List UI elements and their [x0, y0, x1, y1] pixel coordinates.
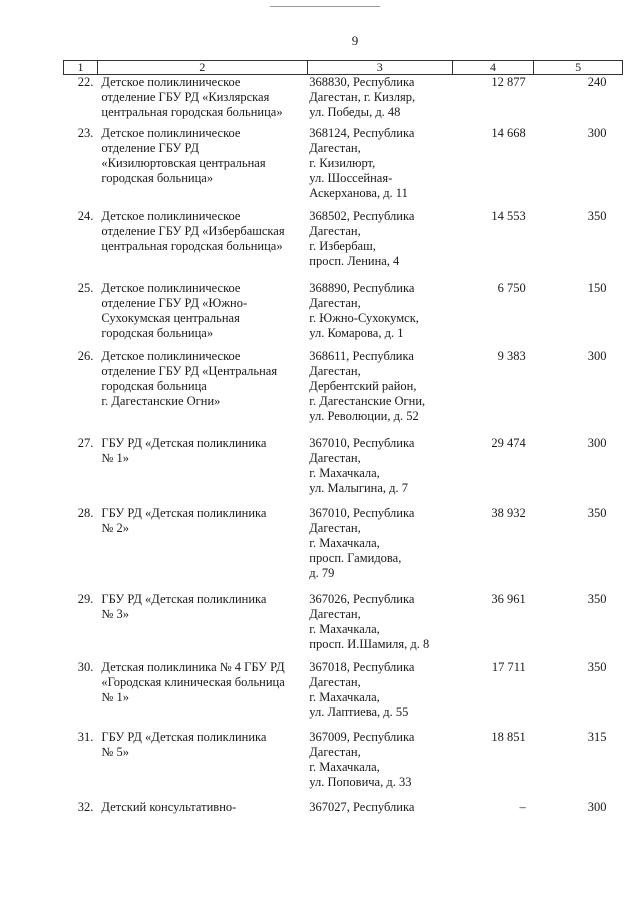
table-row [64, 800, 623, 820]
facility-address-line: Дагестан, [309, 520, 361, 535]
header-row [64, 61, 623, 75]
facility-address-line: Дагестан, [309, 140, 361, 155]
facility-address-line: г. Кизилюрт, [309, 155, 376, 170]
facility-address-line: 367018, Республика [309, 659, 415, 674]
facility-address-line: ул. Малыгина, д. 7 [309, 480, 409, 495]
facility-name-line: ГБУ РД «Детская поликлиника [101, 729, 267, 744]
facility-name-line: ГБУ РД «Детская поликлиника [101, 591, 267, 606]
page-number: 9 [351, 33, 359, 48]
capacity-value: 350 [587, 208, 607, 223]
facility-name-line: ГБУ РД «Детская поликлиника [101, 435, 267, 450]
facility-address-line: г. Махачкала, [309, 465, 380, 480]
facility-address-line: Дагестан, [309, 295, 361, 310]
facility-name-line: № 2» [101, 520, 129, 535]
facility-address [307, 349, 452, 436]
facility-name-line: Сухокумская центральная [101, 310, 240, 325]
table-row [64, 660, 623, 730]
facility-name-line: Детское поликлиническое [101, 348, 241, 363]
facility-address-line: Дагестан, [309, 744, 361, 759]
capacity-value: 350 [587, 591, 607, 606]
facility-name [97, 349, 307, 436]
facility-address-line: г. Махачкала, [309, 759, 380, 774]
population-count: 14 553 [491, 208, 526, 223]
facility-name-line: ГБУ РД «Детская поликлиника [101, 505, 267, 520]
row-number: 28. [77, 505, 94, 520]
population-count: 36 961 [491, 591, 526, 606]
facility-name-line: отделение ГБУ РД [101, 140, 200, 155]
facility-address-line: Дагестан, [309, 450, 361, 465]
facilities-table [63, 60, 623, 820]
population-count: 18 851 [491, 729, 526, 744]
facility-address [307, 436, 452, 506]
facility-address-line: просп. И.Шамиля, д. 8 [309, 636, 430, 651]
facility-name-line: городская больница [101, 378, 207, 393]
population-count: 14 668 [491, 125, 526, 140]
facility-name-line: № 1» [101, 450, 129, 465]
facility-name [97, 660, 307, 730]
facility-address-line: ул. Комарова, д. 1 [309, 325, 404, 340]
facility-name-line: Детское поликлиническое [101, 280, 241, 295]
header-col-3: 3 [307, 61, 452, 75]
facility-address-line: г. Махачкала, [309, 689, 380, 704]
facility-address [307, 75, 452, 126]
table-row [64, 209, 623, 281]
facility-address-line: г. Южно-Сухокумск, [309, 310, 419, 325]
table-row [64, 592, 623, 660]
facility-address-line: ул. Победы, д. 48 [309, 105, 401, 119]
facility-name [97, 730, 307, 800]
facility-address-line: г. Махачкала, [309, 621, 380, 636]
facility-address [307, 126, 452, 209]
table-row [64, 436, 623, 506]
capacity-value: 300 [587, 799, 607, 814]
facility-address-line: ул. Шоссейная- [309, 170, 393, 185]
row-number: 31. [77, 729, 94, 744]
capacity-value: 315 [587, 729, 607, 744]
facility-address-line: ул. Лаптиева, д. 55 [309, 704, 409, 719]
capacity-value: 300 [587, 435, 607, 450]
row-number: 25. [77, 280, 94, 295]
facility-address-line: Дагестан, [309, 223, 361, 238]
capacity-value: 240 [587, 75, 607, 89]
facility-address-line: Дагестан, [309, 363, 361, 378]
facility-name-line: отделение ГБУ РД «Южно- [101, 295, 248, 310]
row-number: 32. [77, 799, 94, 814]
facility-address-line: Дагестан, [309, 606, 361, 621]
capacity-value: 350 [587, 659, 607, 674]
facility-name-line: Детское поликлиническое [101, 75, 241, 89]
facility-address-line: 368124, Республика [309, 125, 415, 140]
facility-address-line: ул. Революции, д. 52 [309, 408, 419, 423]
facility-address [307, 660, 452, 730]
facility-name-line: Детское поликлиническое [101, 125, 241, 140]
facility-name-line: г. Дагестанские Огни» [101, 393, 221, 408]
facility-address [307, 209, 452, 281]
facility-name [97, 800, 307, 820]
header-col-1: 1 [64, 61, 98, 75]
facility-name-line: отделение ГБУ РД «Центральная [101, 363, 278, 378]
population-count: 12 877 [491, 75, 526, 89]
facility-name-line: городская больница» [101, 325, 214, 340]
facility-name-line: № 5» [101, 744, 129, 759]
table-row [64, 506, 623, 592]
facility-name-line: центральная городская больница» [101, 238, 283, 253]
facility-name [97, 436, 307, 506]
facility-address-line: д. 79 [309, 565, 335, 580]
header-col-5: 5 [534, 61, 623, 75]
facility-address-line: Дагестан, [309, 674, 361, 689]
facility-address [307, 506, 452, 592]
facility-address-line: просп. Гамидова, [309, 550, 402, 565]
table-row [64, 730, 623, 800]
population-count: 9 383 [497, 348, 526, 363]
facility-name [97, 281, 307, 349]
facility-name [97, 126, 307, 209]
facility-address [307, 800, 452, 820]
facility-name-line: № 3» [101, 606, 129, 621]
table-row [64, 349, 623, 436]
facility-address-line: 368502, Республика [309, 208, 415, 223]
facility-address-line: 368830, Республика [309, 75, 415, 89]
facility-address-line: 368890, Республика [309, 280, 415, 295]
facility-name-line: отделение ГБУ РД «Кизлярская [101, 90, 270, 104]
facility-address-line: г. Махачкала, [309, 535, 380, 550]
population-count: 29 474 [491, 435, 526, 450]
row-number: 30. [77, 659, 94, 674]
facility-address-line: 367027, Республика [309, 799, 415, 814]
facility-address-line: г. Избербаш, [309, 238, 376, 253]
facility-name-line: Детское поликлиническое [101, 208, 241, 223]
table-body [64, 75, 623, 820]
table-row [64, 75, 623, 126]
facility-name-line: «Городская клиническая больница [101, 674, 285, 689]
facility-address-line: 367010, Республика [309, 435, 415, 450]
facility-address-line: 367009, Республика [309, 729, 415, 744]
facility-name-line: «Кизилюртовская центральная [101, 155, 266, 170]
population-count: – [519, 799, 526, 814]
table-row [64, 126, 623, 209]
facility-name [97, 209, 307, 281]
header-col-2: 2 [97, 61, 307, 75]
facility-name-line: центральная городская больница» [101, 105, 283, 119]
facility-address-line: Дербентский район, [309, 378, 417, 393]
facility-address [307, 730, 452, 800]
facility-address-line: Дагестан, г. Кизляр, [309, 90, 416, 104]
capacity-value: 350 [587, 505, 607, 520]
facility-address-line: просп. Ленина, 4 [309, 253, 400, 268]
facility-name [97, 506, 307, 592]
facility-address-line: г. Дагестанские Огни, [309, 393, 426, 408]
row-number: 23. [77, 125, 94, 140]
facility-address-line: ул. Поповича, д. 33 [309, 774, 412, 789]
facility-address-line: 367010, Республика [309, 505, 415, 520]
header-col-4: 4 [452, 61, 534, 75]
population-count: 38 932 [491, 505, 526, 520]
row-number: 24. [77, 208, 94, 223]
capacity-value: 300 [587, 125, 607, 140]
capacity-value: 300 [587, 348, 607, 363]
top-rule [270, 6, 380, 7]
capacity-value: 150 [587, 280, 607, 295]
facility-name-line: отделение ГБУ РД «Избербашская [101, 223, 285, 238]
facility-address-line: Аскерханова, д. 11 [309, 185, 408, 200]
facility-address [307, 281, 452, 349]
facility-name-line: городская больница» [101, 170, 214, 185]
facility-address-line: 368611, Республика [309, 348, 414, 363]
row-number: 22. [77, 75, 94, 89]
population-count: 17 711 [491, 659, 526, 674]
row-number: 26. [77, 348, 94, 363]
row-number: 27. [77, 435, 94, 450]
facility-name [97, 75, 307, 126]
facility-address-line: 367026, Республика [309, 591, 415, 606]
facility-name-line: Детская поликлиника № 4 ГБУ РД [101, 659, 285, 674]
population-count: 6 750 [497, 280, 526, 295]
facility-name [97, 592, 307, 660]
facility-name-line: № 1» [101, 689, 129, 704]
row-number: 29. [77, 591, 94, 606]
table-row [64, 281, 623, 349]
facility-address [307, 592, 452, 660]
facility-name-line: Детский консультативно- [101, 799, 237, 814]
